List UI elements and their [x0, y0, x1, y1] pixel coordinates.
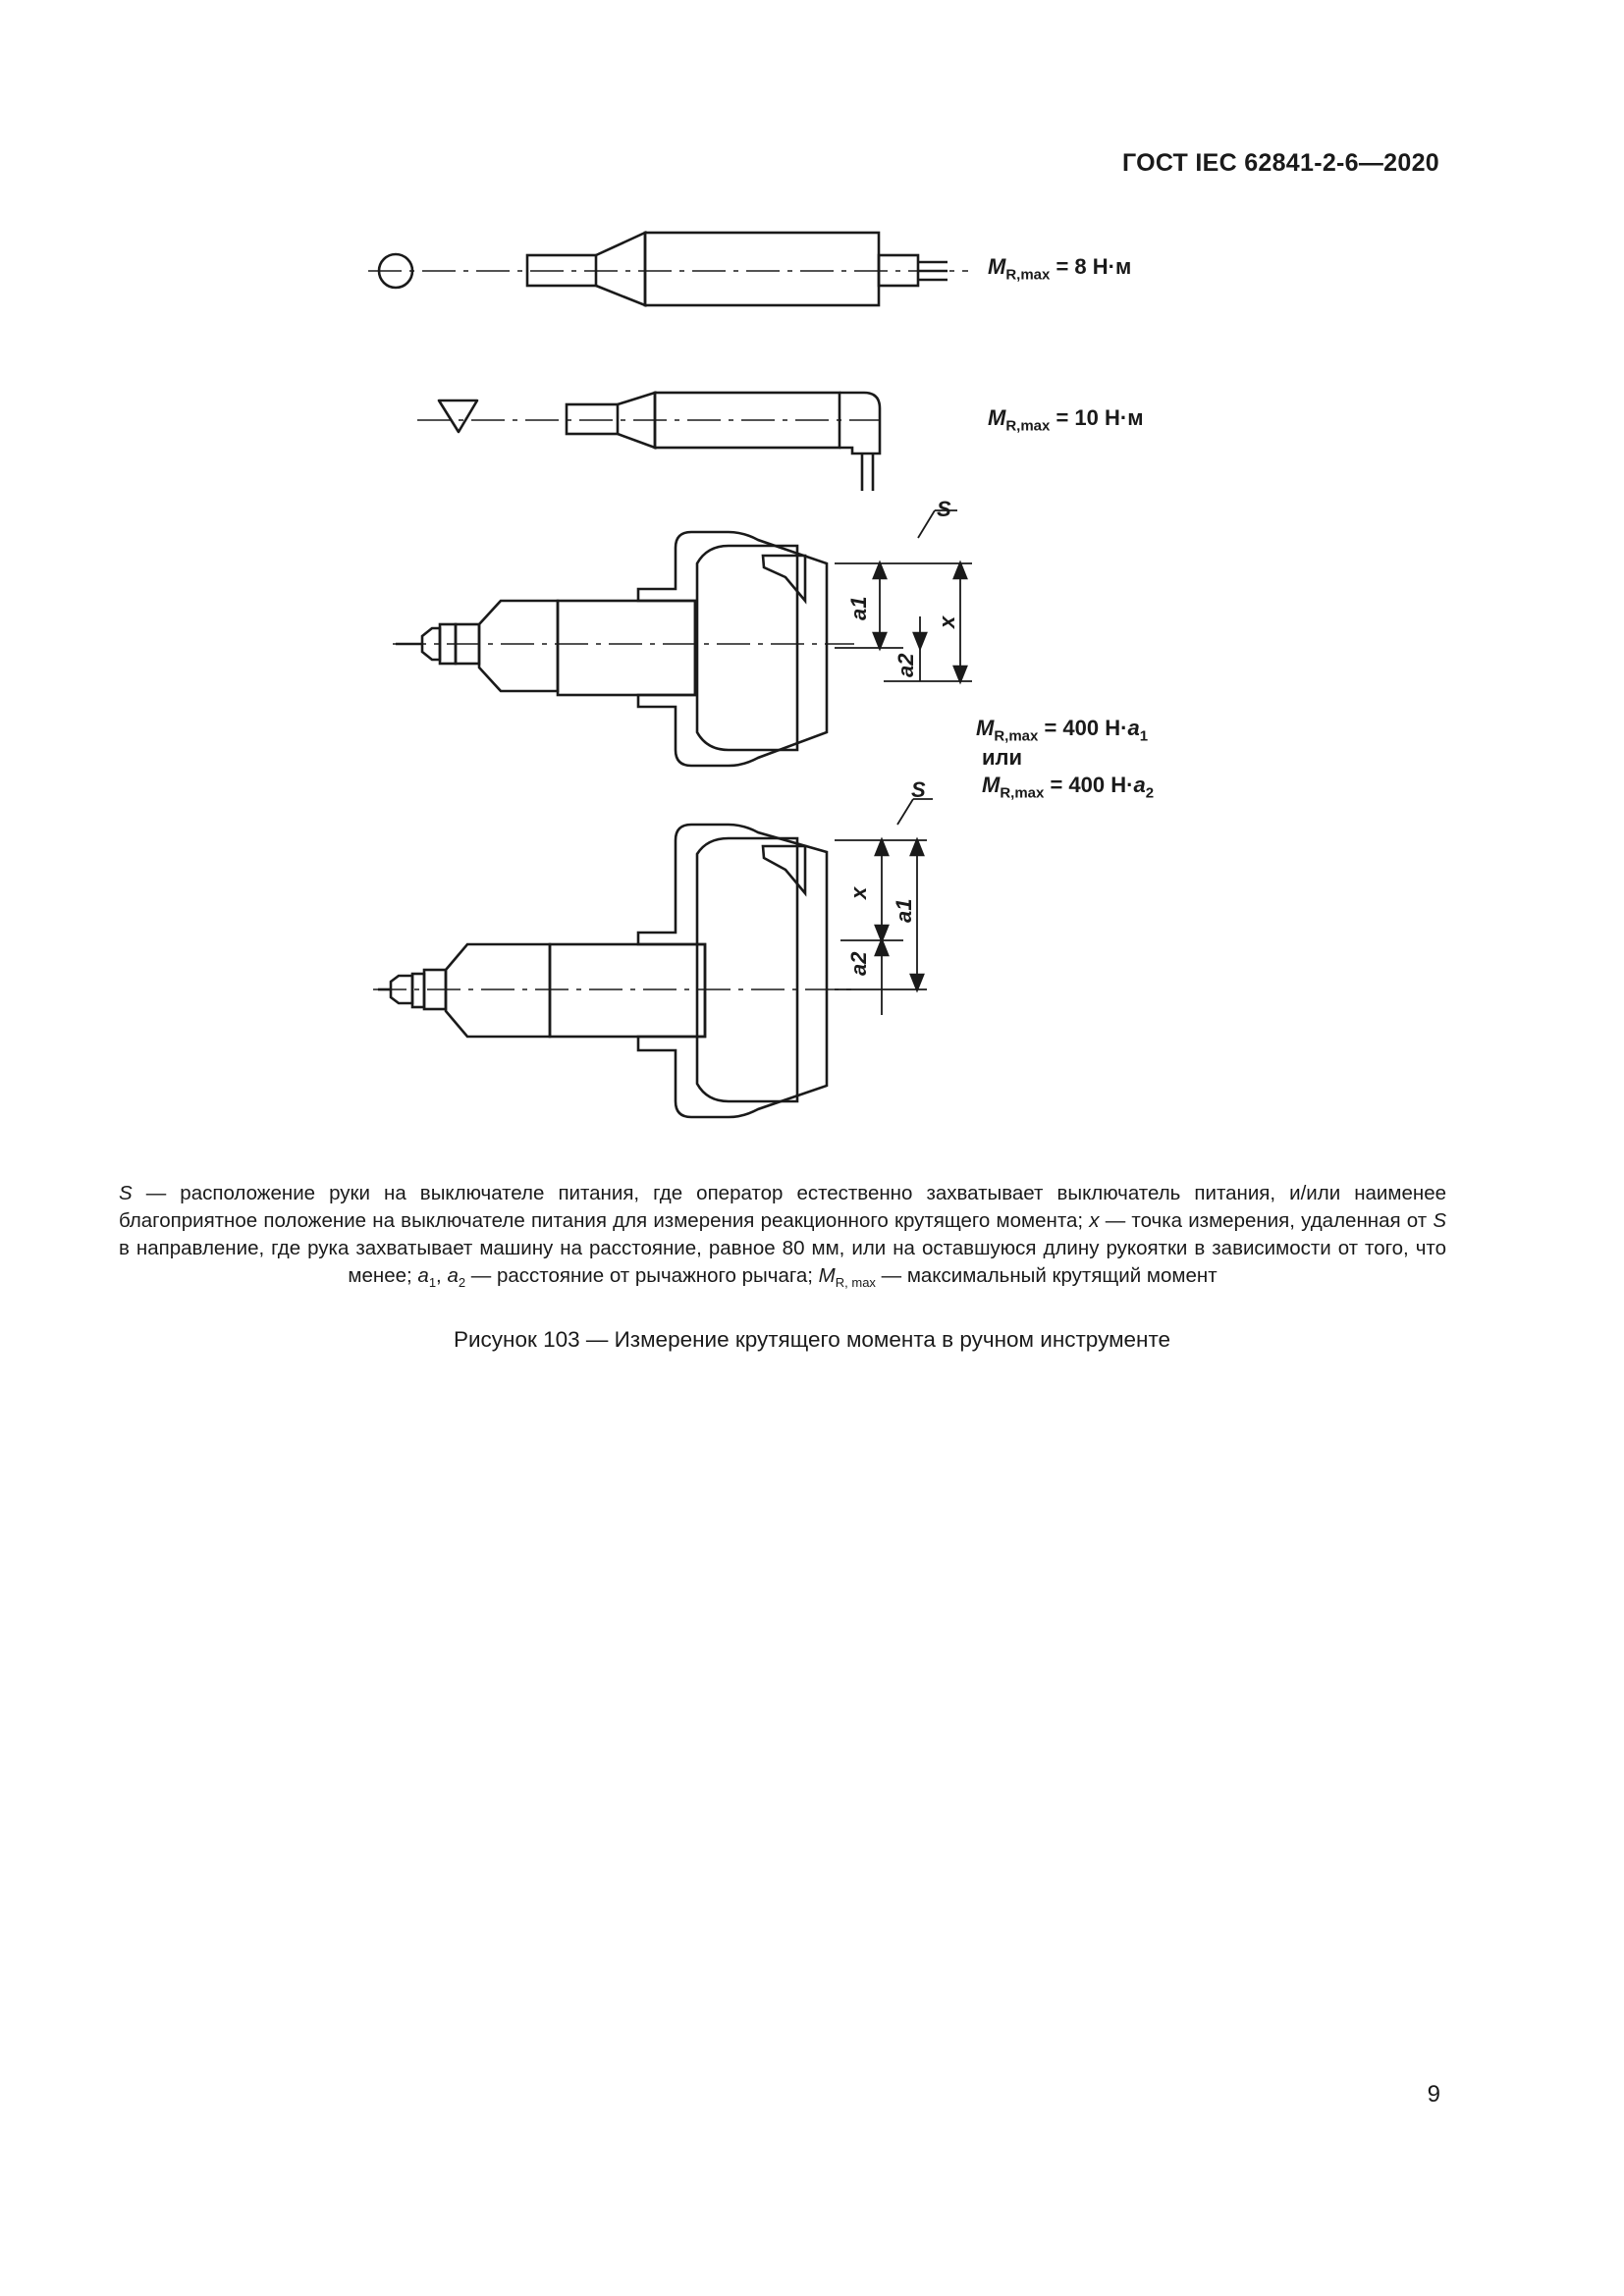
s-label-lower: S: [911, 777, 926, 802]
figure-caption: Рисунок 103 — Измерение крутящего момента в ручном инструменте: [453, 1327, 1171, 1352]
tool-angled-screwdriver: [417, 393, 880, 491]
formula-1: $M_{R,max} = 8$ Н·м: [988, 254, 1132, 284]
x-label-lower: x: [846, 886, 871, 899]
a2-label-lower: a2: [846, 951, 871, 976]
formula-or: или: [982, 745, 1023, 770]
formula-4: $M_{R,max} = 400$ $Н\cdot a_2$: [982, 773, 1155, 802]
tool-straight-screwdriver: [368, 233, 968, 305]
page-number: 9: [1427, 2081, 1440, 2108]
formula-3: $M_{R,max} = 400$ $Н\cdot a_1$: [976, 716, 1149, 745]
a1-label-lower: a1: [892, 898, 916, 923]
document-header: ГОСТ IEC 62841-2-6—2020: [1121, 149, 1439, 177]
tool-d-handle-upper: [393, 510, 972, 766]
formula-2: $M_{R,max} = 10$ Н·м: [988, 405, 1144, 435]
a1-label-upper: a1: [846, 596, 871, 620]
s-label-upper: S: [937, 497, 951, 521]
x-label-upper: x: [935, 615, 959, 628]
figure-legend: S — расположение руки на выключателе питания, где оператор естественно захватывает выключатель питания, и/или наименее благоприятное положение на выключателе питания для измерения реакционного крутящего момента; x — точка измерения, удаленная от S в направление, где рука захватывает машину на расстояние, равное 80 мм, или на оставшуюся длину рукоятки в зависимости от того, что менее; $a_1$, $a_2$ — расстояние от рычажного рычага; $M_{R, max}$ — максимальный крутящий момент: [119, 1182, 1446, 1291]
a2-label-upper: a2: [893, 653, 918, 677]
